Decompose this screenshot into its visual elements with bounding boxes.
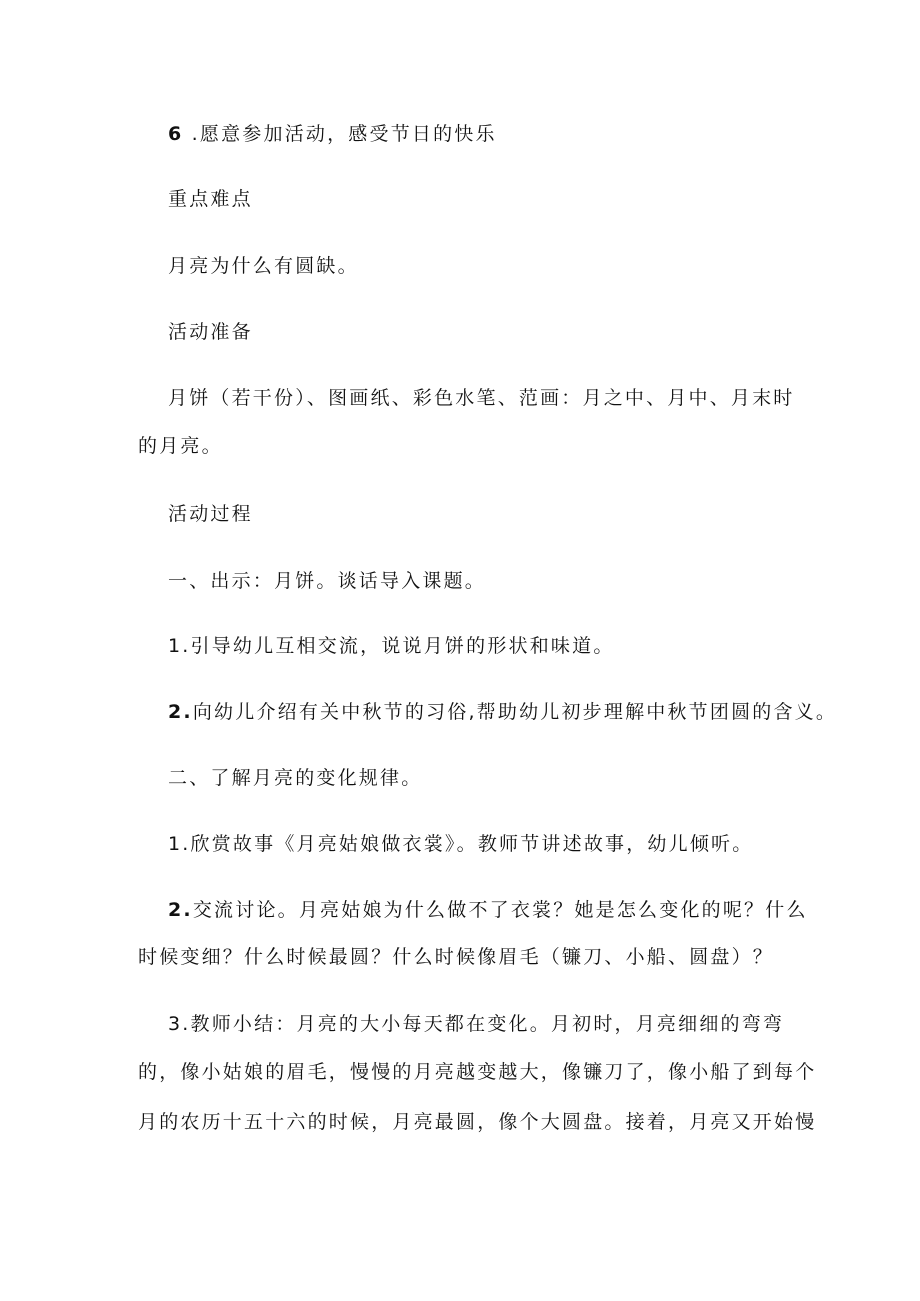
paragraph-key-points: 月亮为什么有圆缺。 bbox=[168, 255, 359, 277]
section-one-title: 一、出示：月饼。谈话导入课题。 bbox=[168, 570, 487, 592]
heading-process: 活动过程 bbox=[168, 503, 253, 525]
paragraph-preparation-line1: 月饼（若干份）、图画纸、彩色水笔、范画：月之中、月中、月末时 bbox=[168, 387, 795, 409]
section-two-item-2-line1 bbox=[168, 898, 808, 922]
section-two-item-3-line1 bbox=[168, 1012, 784, 1036]
item-number: 3. bbox=[168, 1013, 191, 1035]
item-number: 2. bbox=[168, 701, 193, 723]
item-text: 向幼儿介绍有关中秋节的习俗,帮助幼儿初步理解中秋节团圆的含义。 bbox=[192, 701, 838, 723]
section-one-item-2 bbox=[168, 700, 837, 724]
section-one-item-1: 1.引导幼儿互相交流，说说月饼的形状和味道。 bbox=[168, 635, 615, 657]
section-two-item-1: 1.欣赏故事《月亮姑娘做衣裳》。教师节讲述故事，幼儿倾听。 bbox=[168, 833, 754, 855]
item-text: 交流讨论。月亮姑娘为什么做不了衣裳？她是怎么变化的呢？什么 bbox=[192, 899, 808, 921]
section-two-title: 二、了解月亮的变化规律。 bbox=[168, 767, 423, 789]
paragraph-preparation-line2: 的月亮。 bbox=[138, 435, 223, 457]
item-number: 2. bbox=[168, 899, 193, 921]
item-text: 教师小结：月亮的大小每天都在变化。月初时，月亮细细的弯弯 bbox=[190, 1013, 785, 1035]
section-two-item-3-line3: 月的农历十五十六的时候，月亮最圆，像个大圆盘。接着，月亮又开始慢 bbox=[138, 1111, 817, 1133]
section-two-item-2-line2: 时候变细？什么时候最圆？什么时候像眉毛（镰刀、小船、圆盘）？ bbox=[138, 946, 775, 968]
heading-preparation: 活动准备 bbox=[168, 321, 253, 343]
paragraph-goal-6 bbox=[168, 122, 497, 146]
goal-text: .愿意参加活动，感受节日的快乐 bbox=[191, 123, 497, 145]
goal-number: 6 bbox=[168, 123, 184, 145]
heading-key-points: 重点难点 bbox=[168, 188, 253, 210]
section-two-item-3-line2: 的，像小姑娘的眉毛，慢慢的月亮越变越大，像镰刀了，像小船了到每个 bbox=[138, 1061, 817, 1083]
